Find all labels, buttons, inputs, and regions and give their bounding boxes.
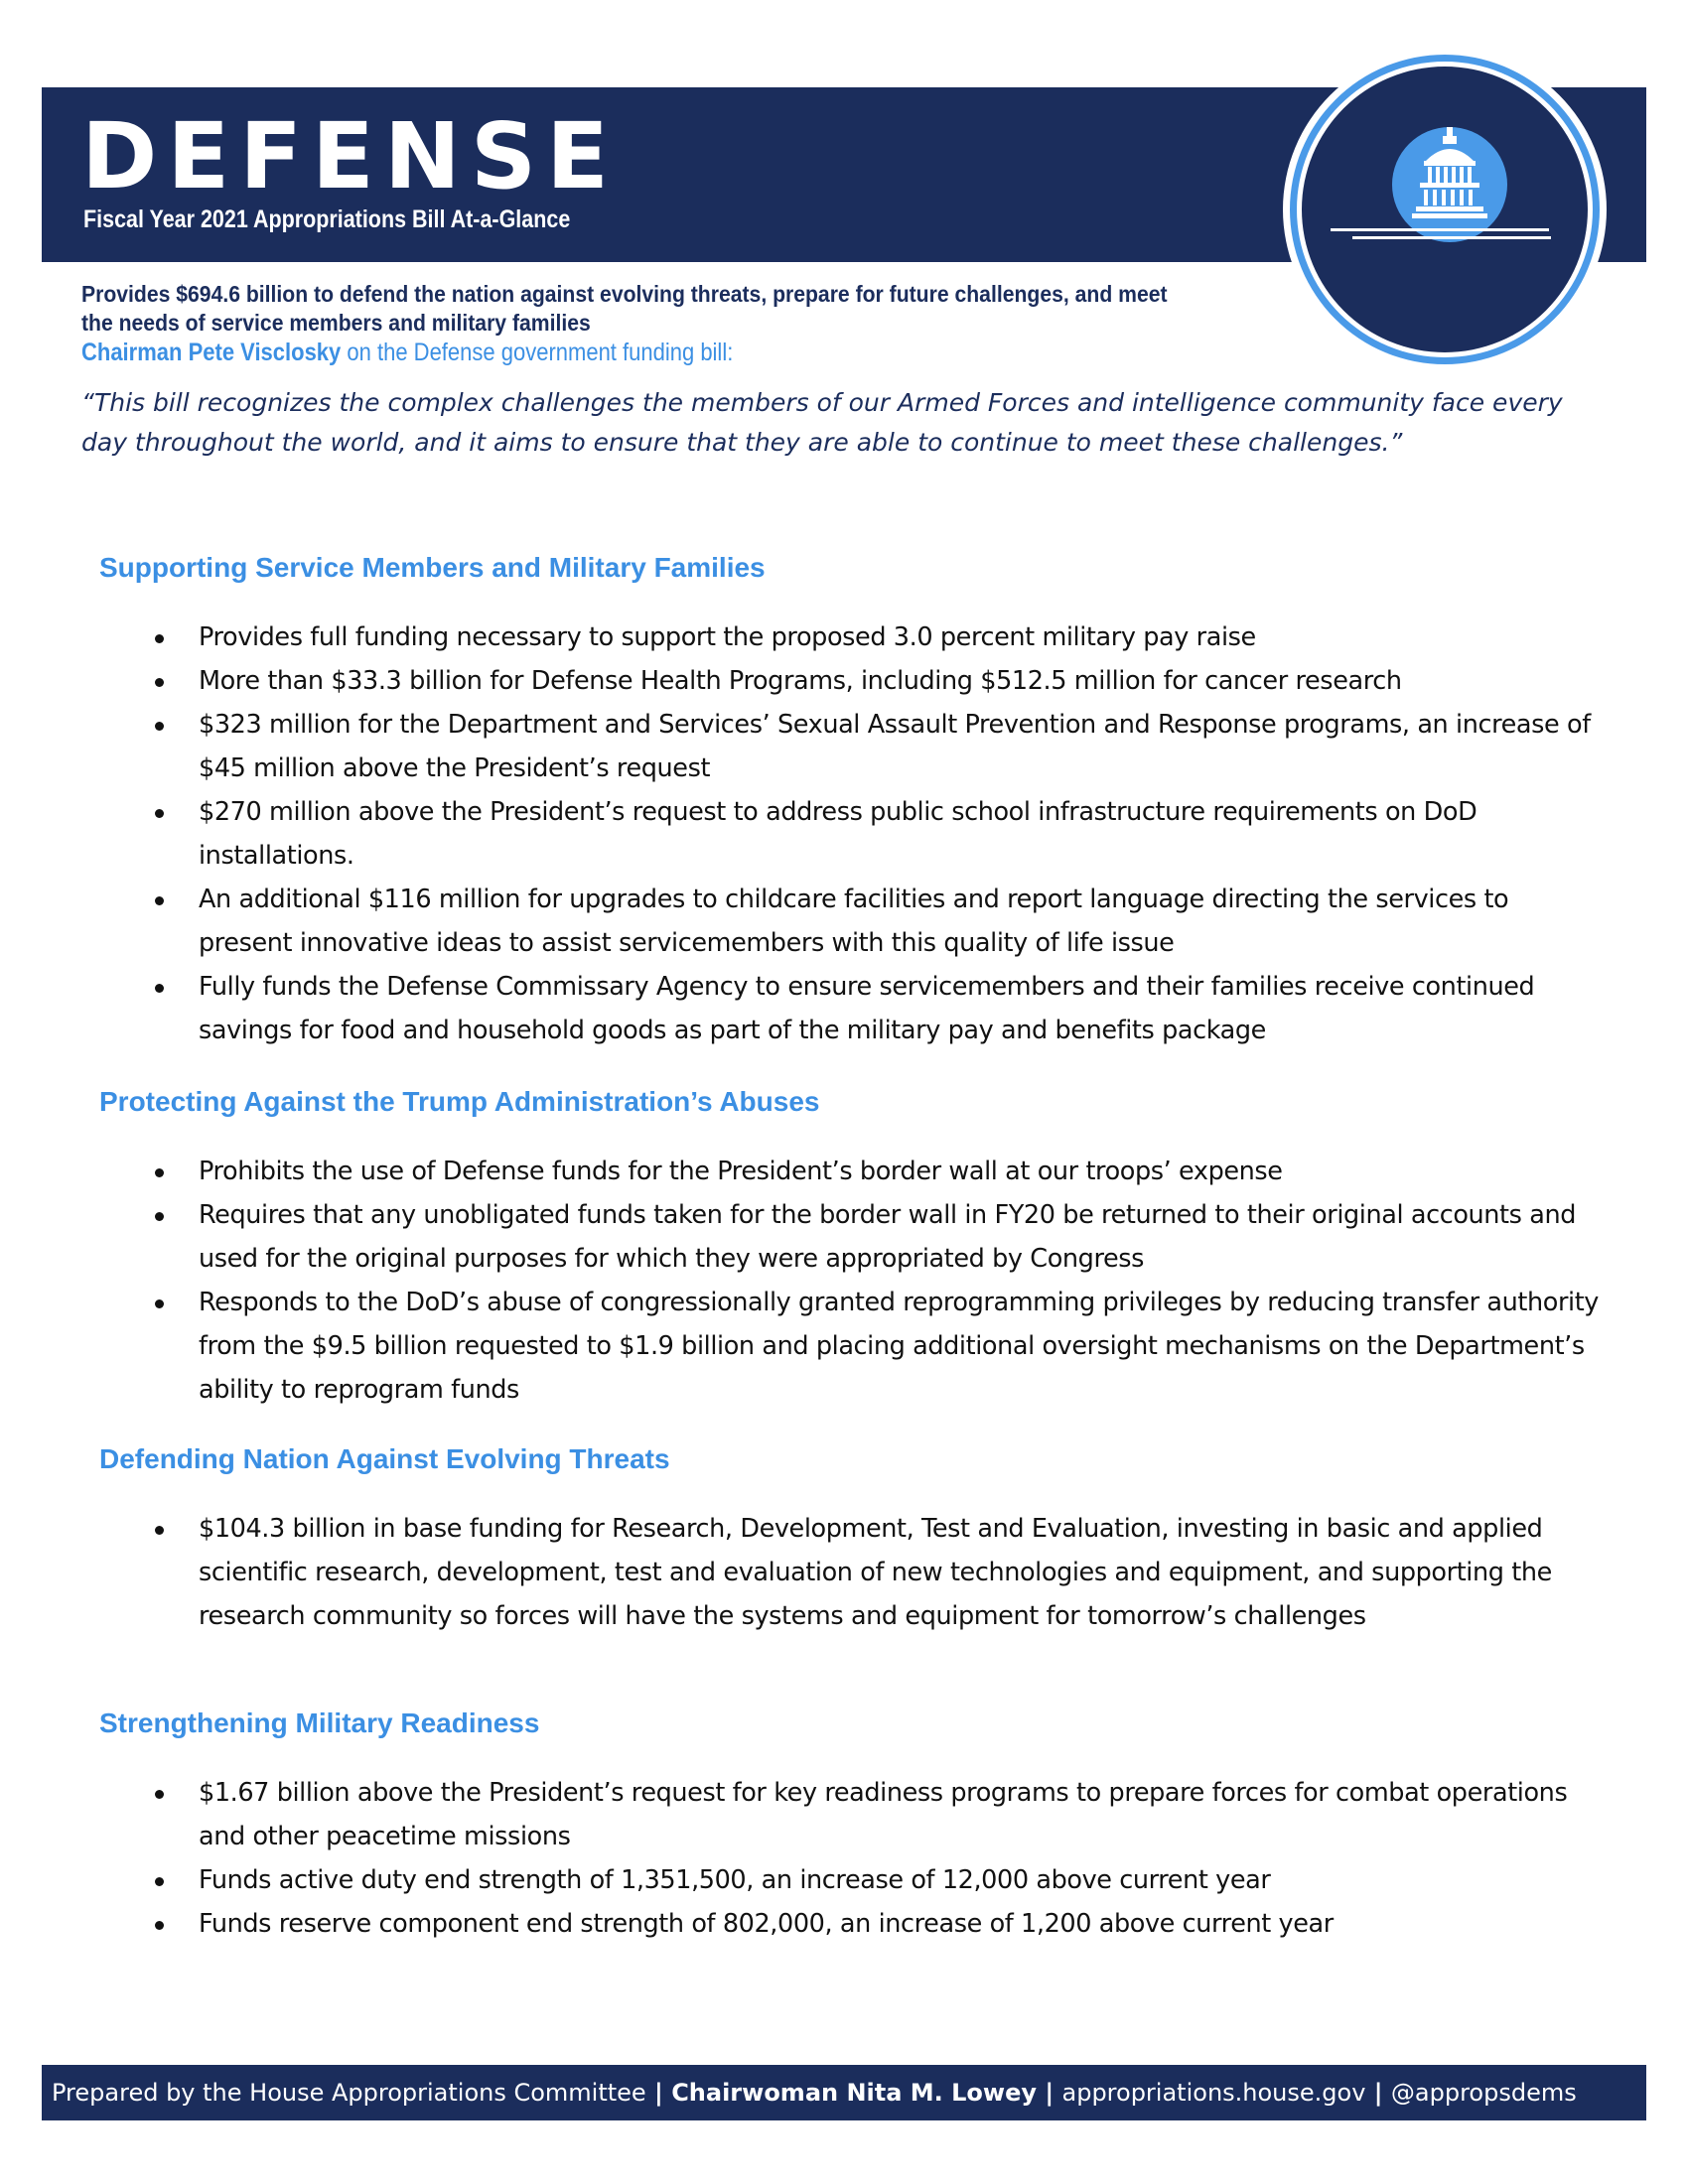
chairman-attribution (81, 339, 733, 367)
bullet-icon (155, 1212, 164, 1221)
list-item (99, 1771, 1609, 1858)
bullet-icon (155, 678, 164, 687)
list-item (99, 703, 1609, 790)
section-heading: Protecting Against the Trump Administration’s Abuses (99, 1086, 820, 1117)
section-heading: Strengthening Military Readiness (99, 1707, 540, 1738)
list-item-text: More than $33.3 billion for Defense Health Programs, including $512.5 million for cancer research (199, 666, 1402, 696)
list-item (99, 1150, 1609, 1193)
bullet-icon (155, 634, 164, 643)
list-item-text: $1.67 billion above the President’s request for key readiness programs to prepare forces for combat operations and other peacetime missions (199, 1778, 1568, 1851)
bullet-icon (155, 809, 164, 818)
list-item (99, 790, 1609, 878)
section-list (99, 1150, 1609, 1412)
list-item-text: Requires that any unobligated funds taken for the border wall in FY20 be returned to their original accounts and used for the original purposes for which they were appropriated by Congress (199, 1200, 1577, 1274)
list-item-text: Funds active duty end strength of 1,351,500, an increase of 12,000 above current year (199, 1865, 1271, 1895)
bullet-icon (155, 1299, 164, 1308)
footer-chairwoman: Chairwoman Nita M. Lowey (671, 2079, 1038, 2107)
list-item-text: Responds to the DoD’s abuse of congressionally granted reprogramming privileges by reducing transfer authority from the $9.5 billion requested to $1.9 billion and placing additional oversight mechanisms on the Department’s ability to reprogram funds (199, 1288, 1599, 1405)
list-item (99, 965, 1609, 1052)
list-item (99, 659, 1609, 703)
footer-website-link[interactable]: appropriations.house.gov (1061, 2079, 1366, 2107)
list-item (99, 1858, 1609, 1902)
list-item-text: Prohibits the use of Defense funds for the President’s border wall at our troops’ expense (199, 1157, 1283, 1186)
bullet-icon (155, 1877, 164, 1886)
footer-separator: | (1365, 2079, 1391, 2107)
page-subtitle: Fiscal Year 2021 Appropriations Bill At-a-Glance (83, 205, 571, 233)
footer-separator: | (1037, 2079, 1062, 2107)
chairman-context: on the Defense government funding bill: (341, 339, 734, 366)
bullet-icon (155, 1790, 164, 1799)
list-item-text: $270 million above the President’s request to address public school infrastructure requirements on DoD installations. (199, 797, 1477, 871)
list-item (99, 1281, 1609, 1412)
list-item-text: Funds reserve component end strength of 802,000, an increase of 1,200 above current year (199, 1909, 1334, 1939)
bullet-icon (155, 984, 164, 993)
section-list (99, 1771, 1609, 1946)
list-item (99, 1193, 1609, 1281)
capitol-dome-icon (1281, 46, 1609, 373)
section-list (99, 1507, 1609, 1638)
list-item-text: $104.3 billion in base funding for Research, Development, Test and Evaluation, investing in basic and applied scientific research, development, test and evaluation of new technologies and equipment, and supporting the research community so forces will have the systems and equipment for tomorrow’s challenges (199, 1514, 1552, 1631)
footer-separator: | (645, 2079, 672, 2107)
section-list (99, 615, 1609, 1052)
bullet-icon (155, 1921, 164, 1930)
chairman-quote: “This bill recognizes the complex challenges the members of our Armed Forces and intelligence community face every day throughout the world, and it aims to ensure that they are able to continue to meet these challenges.” (81, 388, 1563, 457)
chairman-name: Chairman Pete Visclosky (81, 339, 342, 366)
list-item-text: Fully funds the Defense Commissary Agency to ensure servicemembers and their families receive continued savings for food and household goods as part of the military pay and benefits package (199, 972, 1535, 1045)
list-item-text: $323 million for the Department and Services’ Sexual Assault Prevention and Response programs, an increase of $45 million above the President’s request (199, 710, 1591, 783)
bullet-icon (155, 896, 164, 905)
list-item (99, 1507, 1609, 1638)
bullet-icon (155, 1526, 164, 1535)
section-heading: Supporting Service Members and Military Families (99, 552, 766, 583)
intro-summary: Provides $694.6 billion to defend the nation against evolving threats, prepare for future challenges, and meet the needs of service members and military families (81, 281, 1168, 336)
footer-bar (42, 2065, 1646, 2120)
page-title: DEFENSE (81, 103, 620, 209)
bullet-icon (155, 1168, 164, 1177)
list-item (99, 878, 1609, 965)
list-item-text: An additional $116 million for upgrades to childcare facilities and report language directing the services to present innovative ideas to assist servicemembers with this quality of life issue (199, 885, 1509, 958)
footer-prepared-by: Prepared by the House Appropriations Committee (52, 2079, 646, 2107)
section-heading: Defending Nation Against Evolving Threats (99, 1443, 670, 1474)
footer-social-handle[interactable]: @appropsdems (1390, 2079, 1577, 2107)
list-item (99, 615, 1609, 659)
list-item (99, 1902, 1609, 1946)
bullet-icon (155, 722, 164, 731)
list-item-text: Provides full funding necessary to support the proposed 3.0 percent military pay raise (199, 622, 1256, 652)
